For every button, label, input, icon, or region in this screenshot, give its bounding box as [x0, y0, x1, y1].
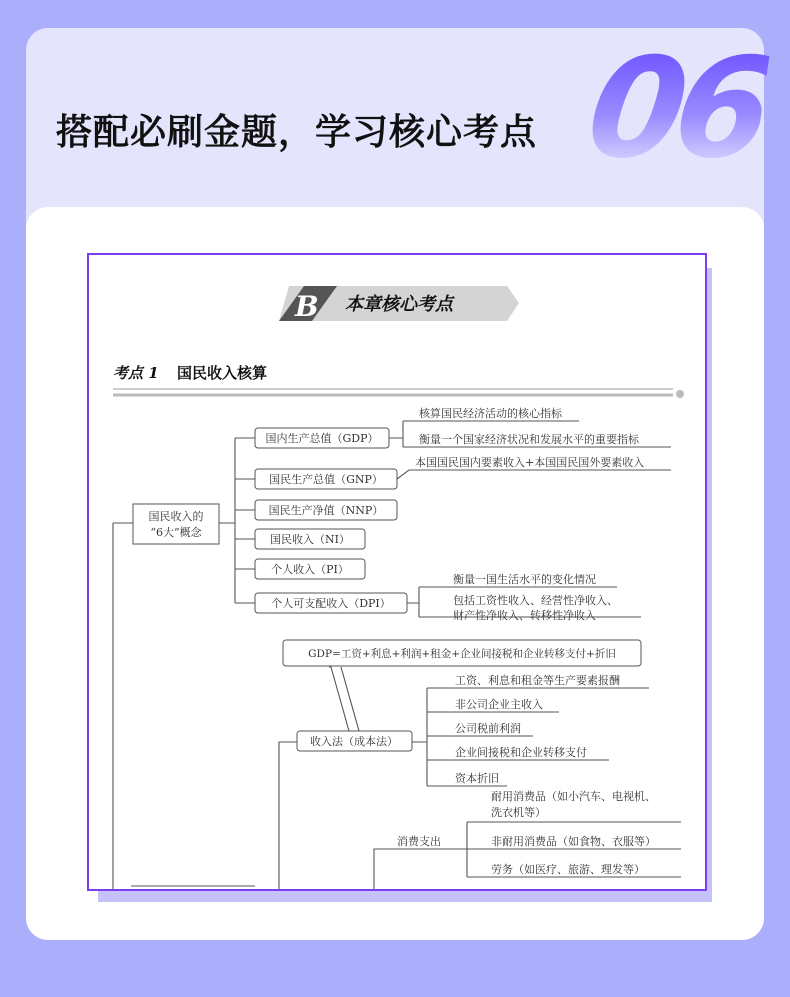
root-line-1: 国民收入的	[148, 510, 204, 523]
gdp-note-2: 衡量一个国家经济状况和发展水平的重要指标	[419, 433, 639, 446]
dpi-note-2a: 包括工资性收入、经营性净收入、	[453, 594, 618, 607]
formula-text: GDP=工资+利息+利润+租金+企业间接税和企业转移支付+折旧	[308, 648, 616, 660]
dpi-note-1: 衡量一国生活水平的变化情况	[453, 573, 596, 586]
mind-map	[89, 255, 705, 889]
consumption-branches	[374, 822, 681, 889]
consumption-item: 劳务（如医疗、旅游、理发等）	[491, 863, 645, 876]
income-method-label: 收入法（成本法）	[310, 735, 398, 748]
dpi-label: 个人可支配收入（DPI）	[271, 597, 391, 610]
consumption-item: 洗衣机等）	[491, 806, 546, 819]
document-preview	[87, 253, 707, 891]
headline: 搭配必刷金题，学习核心考点	[56, 112, 538, 153]
section-number: 06	[578, 28, 774, 189]
gdp-note-1: 核算国民经济活动的核心指标	[419, 407, 562, 420]
concept-branches	[219, 438, 255, 603]
income-item: 企业间接税和企业转移支付	[455, 746, 587, 759]
ni-label: 国民收入（NI）	[270, 533, 350, 546]
banner-title: 本章核心考点	[345, 294, 453, 315]
income-item: 公司税前利润	[455, 722, 521, 735]
pi-label: 个人收入（PI）	[271, 563, 349, 576]
income-item: 资本折旧	[455, 772, 499, 785]
main-spine	[113, 523, 133, 889]
section-rule-dot	[676, 390, 684, 398]
section-title: 国民收入核算	[177, 364, 268, 382]
gnp-note: 本国国民国内要素收入+本国国民国外要素收入	[415, 456, 645, 469]
section-label: 考点 1	[113, 364, 159, 382]
dpi-note-2b: 财产性净收入、转移性净收入	[453, 609, 596, 622]
consumption-item: 耐用消费品（如小汽车、电视机、	[491, 790, 656, 803]
consumption-label: 消费支出	[397, 835, 441, 848]
formula-pointer	[329, 667, 359, 731]
gdp-label: 国内生产总值（GDP）	[265, 432, 379, 445]
nnp-label: 国民生产净值（NNP）	[268, 504, 384, 517]
banner-letter: B	[295, 290, 319, 323]
gnp-label: 国民生产总值（GNP）	[269, 473, 383, 486]
root-line-2: “6大”概念	[150, 526, 202, 539]
income-branches	[279, 688, 649, 889]
consumption-item: 非耐用消费品（如食物、衣服等）	[491, 835, 656, 848]
gnp-branch	[397, 470, 671, 479]
income-item: 非公司企业主收入	[455, 698, 543, 711]
income-item: 工资、利息和租金等生产要素报酬	[455, 674, 620, 687]
